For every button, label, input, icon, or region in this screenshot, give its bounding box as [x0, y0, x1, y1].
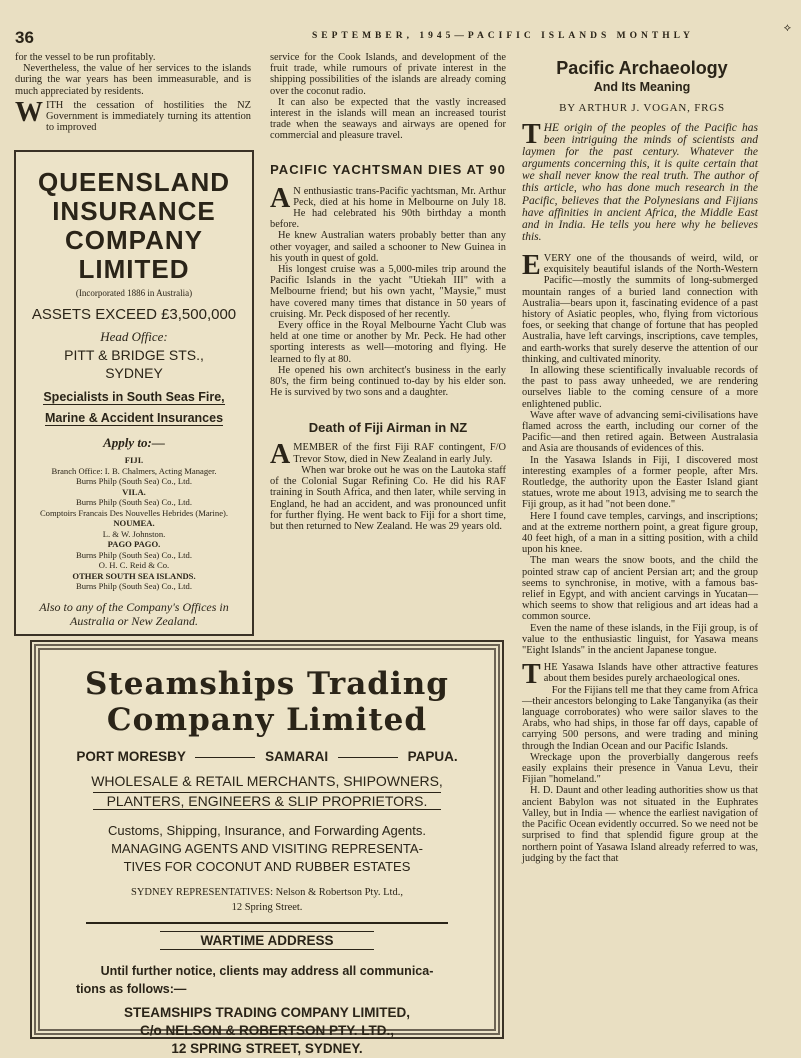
qi-also: Also to any of the Company's Offices in Australia or New Zealand.	[39, 599, 229, 628]
article-p4: In the Yasawa Islands in Fiji, I discovered most interesting examples of a former people, after Mrs. Routledge, the authority upon the Easter Island giant statues, wrote me about 1913, advising me to search the Fiji group, as it had "not been done."	[522, 454, 758, 511]
yacht-heading: PACIFIC YACHTSMAN DIES AT 90	[270, 161, 506, 177]
qi-specialists-line2: Marine & Accident Insurances	[44, 411, 224, 425]
col1-text	[15, 52, 251, 133]
yacht-para3: His longest cruise was a 5,000-miles trip around the Pacific Islands in the yacht "Utiekah III" with a Melbourne friend; but his own yacht, "Maysie," must have covered many times that distance in 50 years of cruising. Mr. Peck disposed of her recently.	[270, 264, 506, 320]
qi-title	[16, 168, 252, 284]
yacht-para1-text: N enthusiastic trans-Pacific yachtsman, Mr. Arthur Peck, died at his home in Melbourne on July 18. He had celebrated his 90th birthday a month before.	[270, 185, 506, 231]
st-line2-text: PLANTERS, ENGINEERS & SLIP PROPRIETORS.	[93, 792, 442, 810]
running-head: SEPTEMBER, 1945—PACIFIC ISLANDS MONTHLY	[312, 31, 694, 41]
st-title-line1: Steamships Trading	[85, 666, 449, 702]
fiji-para1-text: MEMBER of the first Fiji RAF contingent, F/O Trevor Stow, died in New Zealand in early July.	[293, 442, 506, 465]
col2-text	[270, 52, 506, 532]
article-p10: Wreckage upon the proverbially dangerous reefs easily explains their presence in Vanua Levu, their Fijian "homeland."	[522, 751, 758, 786]
article-p5: Here I found cave temples, carvings, and inscriptions; and at the extreme northern point, a great figure group, 40 feet high, of a man in a sitting position, with a child upon his knee.	[522, 510, 758, 556]
intro-dropcap: T	[522, 119, 541, 150]
qi-vila-line1: Burns Philp (South Sea) Co., Ltd.	[75, 497, 193, 507]
col1-dropcap: W	[15, 96, 43, 128]
qi-title-line: QUEENSLAND	[37, 167, 230, 197]
fiji-para1	[270, 439, 506, 471]
article-body	[522, 249, 758, 864]
fiji-airman-heading: Death of Fiji Airman in NZ	[308, 420, 468, 436]
qi-assets: ASSETS EXCEED £3,500,000	[31, 306, 237, 323]
article-p1	[522, 249, 758, 365]
article-p6: The man wears the snow boots, and the child the pointed straw cap of ancient Persian art; and the group seems to synchronise, in motive, with a famous bas-relief in Egypt, and with ancient carvings in Yucatan—which seems to show that religious and art ideas had a common source.	[522, 555, 758, 623]
st-line7: 12 Spring Street.	[231, 902, 303, 913]
qi-fiji-line1: Branch Office: I. B. Chalmers, Acting Manager.	[51, 465, 217, 476]
st-loc-samarai: SAMARAI	[265, 749, 329, 764]
page-number: 36	[15, 28, 34, 47]
qi-incorporated: (Incorporated 1886 in Australia)	[75, 288, 193, 298]
qi-head-office-label: Head Office:	[100, 329, 168, 344]
article-p11: H. D. Daunt and other leading authorities show us that ancient Babylon was not situated in the Euphrates Valley, but in India — whence the earliest navigation of the Pacific Ocean evidently occurred. So we need not be surprised to find that splendid figure group at the northern point of Yasawa Island already referred to was, judging by the fact that	[522, 785, 758, 864]
st-line3: Customs, Shipping, Insurance, and Forwarding Agents.	[108, 823, 426, 838]
corner-mark: ⟡	[783, 22, 791, 34]
qi-title-line: INSURANCE	[52, 196, 216, 226]
st-addr1: STEAMSHIPS TRADING COMPANY LIMITED,	[123, 1004, 410, 1020]
qi-other-line1: Burns Philp (South Sea) Co., Ltd.	[75, 581, 193, 591]
qi-title-line: COMPANY	[65, 225, 203, 255]
st-locations	[46, 748, 488, 766]
st-line2	[46, 792, 488, 810]
st-loc-papua: PAPUA.	[407, 749, 458, 764]
article-subtitle: And Its Meaning	[593, 80, 691, 94]
yacht-para5: He opened his own architect's business in the early 80's, the firm being continued to-day by his elder son. He is survived by two sons and a daughter.	[270, 364, 506, 399]
qi-noumea-line1: L. & W. Johnston.	[102, 528, 166, 539]
st-rule	[86, 922, 448, 924]
qi-other-head: OTHER SOUTH SEA ISLANDS.	[72, 570, 196, 581]
article-p1-text: VERY one of the thousands of weird, wild, or exquisitely beautiful islands of the North-Western Pacific—mostly the summits of long-submerged mountain ranges of a buried land connection with Australia—bears upon it, fascinating evidence of a past history of Asiatic peoples, who, flying from victorious foes, or seeking that change of fortune that has peopled Australia, have left carvings, inscriptions, cave temples, and earth-works that surely deserve the attention of our thinking, and cultivated minority.	[522, 252, 758, 365]
article-byline: BY ARTHUR J. VOGAN, FRGS	[559, 102, 725, 114]
qi-specialists-line1: Specialists in South Seas Fire,	[43, 390, 225, 404]
col2-para-top2: It can also be expected that the vastly increased interest in the islands will mean an increased tourist trade when the seaways and airways are opened for commercial and pleasure travel.	[270, 96, 506, 142]
qi-apply-to: Apply to:—	[103, 435, 165, 450]
st-wartime	[46, 932, 488, 950]
steamships-trading-ad	[30, 640, 504, 1056]
st-line4: MANAGING AGENTS AND VISITING REPRESENTA-	[111, 841, 423, 856]
fiji-dropcap: A	[270, 439, 291, 471]
col3-text	[522, 119, 758, 864]
qi-offices	[16, 455, 252, 592]
col1-para3-text: ITH the cessation of hostilities the NZ Government is immediately turning its attention to improved	[46, 99, 251, 134]
qi-specialists	[16, 387, 252, 429]
yacht-dropcap: A	[270, 182, 291, 214]
article-p8	[522, 659, 758, 691]
qi-fiji-line2: Burns Philp (South Sea) Co., Ltd.	[75, 476, 193, 486]
st-notice1: Until further notice, clients may address all communica-	[100, 963, 434, 978]
st-line5: TIVES FOR COCONUT AND RUBBER ESTATES	[123, 859, 411, 874]
article-p9: For the Fijians tell me that they came from Africa—their ancestors belonging to Lake Tanganyika (as their language corroborates) who were sailor slaves to the Arabs, who had ships, in those far off days, capable of carrying 500 persons, and were trading and mining through the Indian Ocean and our Pacific Islands.	[522, 684, 758, 752]
col1-para1: for the vessel to be run profitably.	[15, 52, 156, 63]
article-intro-text: HE origin of the peoples of the Pacific has been intriguing the minds of scientists and laymen for the past century. Whatever the arguments concerning this, it is quite certain that we shall never know the real truth. The author of this article, who has done much research in the Pacific, believes that the Polynesians and Fijians have affinities in ancient Africa, the Middle East and in India. He tells you here why he believes this.	[522, 122, 758, 243]
queensland-insurance-ad	[14, 150, 254, 636]
st-line6: SYDNEY REPRESENTATIVES: Nelson & Robertson Pty. Ltd.,	[131, 887, 403, 898]
st-notice2: tions as follows:—	[76, 981, 187, 996]
col1-para2: Nevertheless, the value of her services to the islands during the war years has been immeasurable, and is much appreciated by residents.	[15, 63, 251, 97]
st-line1: WHOLESALE & RETAIL MERCHANTS, SHIPOWNERS,	[91, 773, 443, 789]
article-intro	[522, 119, 758, 243]
yacht-para2: He knew Australian waters probably better than any other voyager, and sailed a schooner to New Guinea in his youth in quest of gold.	[270, 230, 506, 264]
yacht-para4: Every office in the Royal Melbourne Yacht Club was held at one time or another by Mr. Peck. He had other sporting interests as well—motoring and flying. He learned to fly at 80.	[270, 320, 506, 365]
p8-dropcap: T	[522, 659, 541, 691]
st-wartime-text: WARTIME ADDRESS	[160, 931, 373, 950]
st-addr2: C/o NELSON & ROBERTSON PTY. LTD.,	[139, 1022, 394, 1038]
article-p3: Wave after wave of advancing semi-civilisations have flamed across the earth, including our corner of the Pacific—and then retired again. Between Australasia and Asia are thousands of evidences of this.	[522, 409, 758, 455]
qi-pago-line2: O. H. C. Reid & Co.	[98, 560, 170, 570]
p1-dropcap: E	[522, 249, 541, 281]
qi-fiji-head: FIJI.	[124, 455, 144, 465]
st-addr3: 12 SPRING STREET, SYDNEY.	[171, 1040, 363, 1056]
qi-pago-line1: Burns Philp (South Sea) Co., Ltd.	[75, 549, 193, 560]
qi-title-line: LIMITED	[78, 254, 190, 284]
st-title-line2: Company Limited	[106, 702, 428, 738]
qi-vila-head: VILA.	[122, 486, 146, 497]
qi-address-line2: SYDNEY	[105, 365, 163, 381]
article-p7: Even the name of these islands, in the Fiji group, is of value to the enthusiastic linguist, for Yasawa means "Eight Islands" in the ancient Japanese tongue.	[522, 622, 758, 657]
article-p2: In allowing these scientifically invaluable records of the past to pass away unheeded, we are rendering ourselves liable to the coming censure of a more enlightened public.	[522, 364, 758, 410]
article-p8-text: HE Yasawa Islands have other attractive features about them besides purely archaeological ones.	[543, 662, 758, 685]
col1-para3	[15, 96, 251, 134]
qi-vila-line2: Comptoirs Francais Des Nouvelles Hebrides (Marine).	[39, 507, 229, 518]
fiji-para2: When war broke out he was on the Lautoka staff of the Colonial Sugar Refining Co. He did his RAF training in South Africa, and then later, while serving in England, he had an accident, and was pronounced unfit for further flying. He went back to Fiji for a short time, but then returned to New Zealand. He was 29 years old.	[270, 464, 506, 532]
yacht-para1	[270, 182, 506, 231]
qi-pago-head: PAGO PAGO.	[107, 539, 161, 549]
col2-para-top: service for the Cook Islands, and development of the fruit trade, while rumours of private interest in the shipping possibilities of the islands are already coming over the coconut radio.	[270, 52, 506, 97]
qi-noumea-head: NOUMEA.	[113, 518, 155, 528]
article-title: Pacific Archaeology	[556, 58, 728, 78]
qi-address-line1: PITT & BRIDGE STS.,	[64, 347, 204, 363]
st-loc-port-moresby: PORT MORESBY	[76, 749, 186, 764]
